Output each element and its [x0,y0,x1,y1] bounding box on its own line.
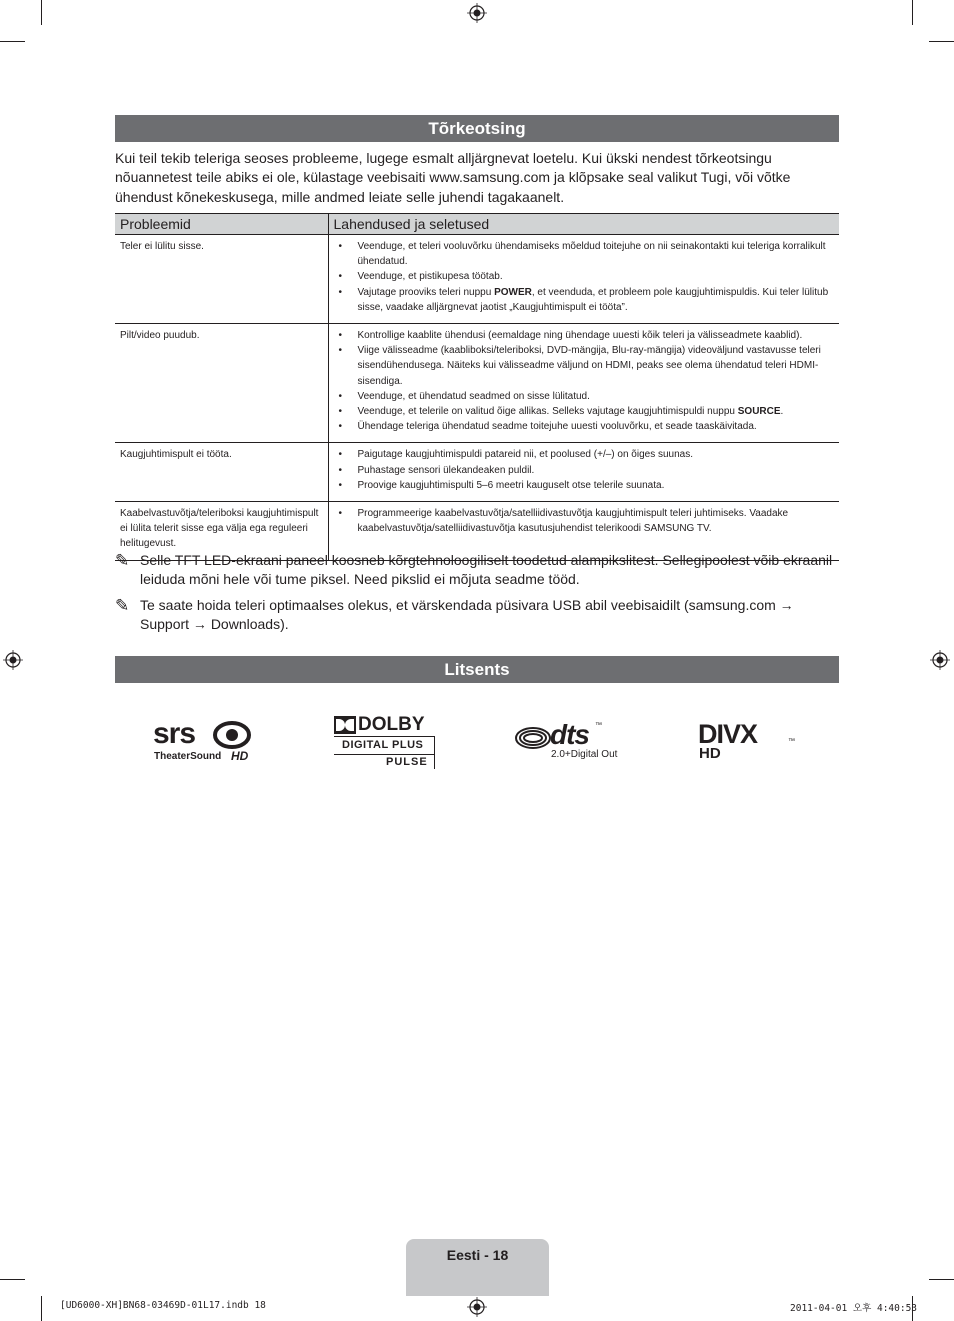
dts-swoosh-icon [515,726,551,750]
srs-hd-text: HD [231,749,249,763]
divx-hd-logo [698,719,798,764]
dolby-rule [434,736,435,769]
dolby-double-d-icon [334,716,356,734]
note-item [115,596,839,635]
solution-item: • Kontrollige kaablite ühendusi (eemaldage ning ühendage uuesti kõik teleri ja välisseadmete kaablid). [337,328,835,343]
solution-item: • Paigutage kaugjuhtimispuldi patareid nii, et poolused (+/–) on õiges suunas. [337,447,835,462]
table-row [115,235,839,324]
section-title-license: Litsents [115,656,839,683]
solution-item: • Programmeerige kaabelvastuvõtja/satelliidivastuvõtja kaugjuhtimispult teleri juhtimiseks. Vaadake kaabelvastuvõtja/satelliidivastuvõtja kasutusjuhendist telerikoodi SAMSUNG TV. [337,506,835,536]
solution-cell [328,235,839,324]
note-item [115,551,839,590]
solution-cell [328,324,839,443]
solution-item: • Viige välisseadme (kaabliboksi/teleriboksi, DVD-mängija, Blu-ray-mängija) videoväljund vastavusse teleri sisendühendusega. Näiteks kui välisseadme väljund on HDMI, peaks see olema ühendatud teleri HDMI-sisendiga. [337,343,835,389]
troubleshooting-table [115,213,839,561]
table-row [115,443,839,502]
dts-text: dts [550,719,589,750]
page-number-tab: Eesti - 18 [406,1239,549,1296]
footer-file-info: [UD6000-XH]BN68-03469D-01L17.indb 18 [60,1300,266,1311]
srs-eye-icon [213,720,251,750]
crop-mark [41,0,42,25]
pencil-note-icon: ✎ [115,596,130,615]
solution-cell [328,443,839,502]
dts-digital-out-logo [515,719,620,764]
divx-hd-text: HD [699,745,721,762]
dolby-digital-plus-pulse-logo [334,715,438,770]
crop-mark [0,41,25,42]
crop-mark [929,41,954,42]
dolby-digital-plus-text: DIGITAL PLUS [342,739,424,751]
divx-trademark: ™ [788,738,795,745]
dolby-pulse-text: PULSE [386,756,428,768]
section-title-troubleshooting: Tõrkeotsing [115,115,839,142]
dts-trademark: ™ [595,722,602,729]
solution-item: • Proovige kaugjuhtimispulti 5–6 meetri kauguselt otse telerile suunata. [337,478,835,493]
registration-mark-icon [930,650,950,670]
crop-mark [912,0,913,25]
dolby-text: DOLBY [358,714,425,735]
problem-cell: Kaabelvastuvõtja/teleriboksi kaugjuhtimispult ei lülita telerit sisse ega välja ega reguleeri helitugevust. [115,502,328,561]
solution-item: • Veenduge, et ühendatud seadmed on sisse lülitatud. [337,389,835,404]
solution-item: • Vajutage prooviks teleri nuppu POWER, et veenduda, et probleem pole kaugjuhtimispuldis. Kui teler lülitub sisse, vaadake alljärgnevat jaotist „Kaugjuhtimispult ei tööta”. [337,285,835,315]
table-header-row [115,214,839,235]
note-text: Te saate hoida teleri optimaalses olekus, et värskendada püsivara USB abil veebisaidilt (samsung.com → Support → Downloads). [140,597,794,633]
crop-mark [0,1279,25,1280]
registration-mark-icon [467,3,487,23]
crop-mark [929,1279,954,1280]
table-row [115,324,839,443]
solution-item: • Veenduge, et teleri vooluvõrku ühendamiseks mõeldud toitejuhe on nii seinakontakti kui teleriga korralikult ühendatud. [337,239,835,269]
problem-cell: Teler ei lülitu sisse. [115,235,328,324]
problem-cell: Kaugjuhtimispult ei tööta. [115,443,328,502]
registration-mark-icon [467,1297,487,1317]
intro-paragraph: Kui teil tekib teleriga seoses probleeme, lugege esmalt alljärgnevat loetelu. Kui ükski nendest tõrkeotsingu nõuannetest teile abiks ei ole, külastage veebisaiti www.samsung.com ja klõpsake seal valikut Tugi, või võtke ühendust kõnekeskusega, mille andmed leiate selle juhendi tagakaanelt. [115,150,791,205]
footer-timestamp: 2011-04-01 오후 4:40:53 [790,1303,918,1314]
dts-digital-out-text: 2.0+Digital Out [551,749,618,760]
solution-item: • Ühendage teleriga ühendatud seadme toitejuhe uuesti vooluvõrku, et seade taaskäivitada. [337,419,835,434]
solution-item: • Veenduge, et pistikupesa töötab. [337,269,835,284]
dolby-rule [334,736,435,737]
column-header-problems: Probleemid [115,214,328,235]
srs-theatersound-text: TheaterSound [154,751,222,762]
solution-item: • Puhastage sensori ülekandeaken puldil. [337,463,835,478]
crop-mark [41,1296,42,1321]
srs-logo-text: srs [153,717,196,750]
pencil-note-icon: ✎ [115,551,130,570]
srs-theatersound-hd-logo [153,718,258,766]
problem-cell: Pilt/video puudub. [115,324,328,443]
solution-item: • Veenduge, et telerile on valitud õige allikas. Selleks vajutage kaugjuhtimispuldi nuppu SOURCE. [337,404,835,419]
column-header-solutions: Lahendused ja seletused [328,214,839,235]
registration-mark-icon [3,650,23,670]
dolby-rule [334,754,435,755]
note-text: Selle TFT LED-ekraani paneel koosneb kõrgtehnoloogiliselt toodetud alampikslitest. Sellegipoolest võib ekraanil leiduda mõni hele või tume piksel. Need pikslid ei mõjuta seadme tööd. [140,552,833,588]
divx-text: DIVX [698,719,758,749]
